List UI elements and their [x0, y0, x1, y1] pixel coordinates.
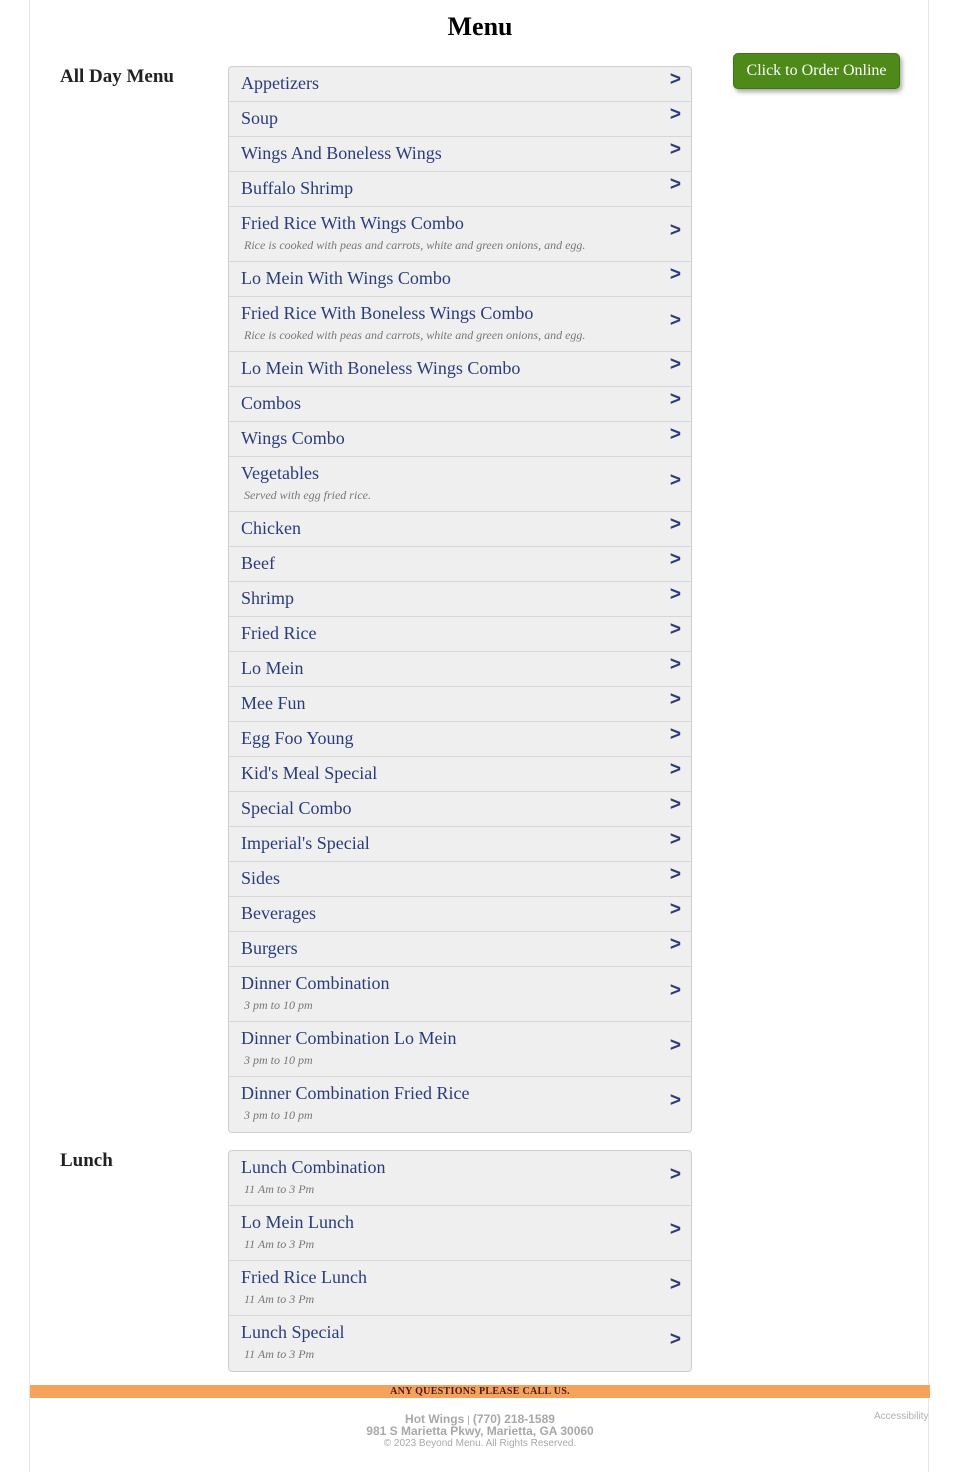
menu-category-item[interactable] [229, 387, 691, 422]
menu-category-name[interactable]: Wings Combo [241, 428, 345, 448]
menu-category-item[interactable] [229, 352, 691, 387]
menu-category-item[interactable] [229, 102, 691, 137]
chevron-right-icon[interactable]: > [669, 1090, 681, 1111]
footer-separator: | [467, 1415, 470, 1426]
menu-category-item[interactable] [229, 1077, 691, 1132]
chevron-right-icon[interactable]: > [669, 1164, 681, 1185]
chevron-right-icon[interactable]: > [669, 724, 681, 745]
menu-category-name[interactable]: Lo Mein Lunch [241, 1212, 354, 1232]
chevron-right-icon[interactable]: > [669, 899, 681, 920]
menu-category-item[interactable] [229, 862, 691, 897]
menu-category-name[interactable]: Chicken [241, 518, 301, 538]
chevron-right-icon[interactable]: > [669, 1219, 681, 1240]
menu-category-name[interactable]: Kid's Meal Special [241, 763, 378, 783]
chevron-right-icon[interactable]: > [669, 264, 681, 285]
menu-category-name[interactable]: Fried Rice With Boneless Wings Combo [241, 303, 534, 323]
menu-category-name[interactable]: Appetizers [241, 73, 319, 93]
chevron-right-icon[interactable]: > [669, 104, 681, 125]
page-title: Menu [447, 12, 513, 41]
chevron-right-icon[interactable]: > [669, 354, 681, 375]
menu-category-name[interactable]: Egg Foo Young [241, 728, 354, 748]
section-label-lunch: Lunch [60, 1150, 113, 1171]
menu-category-item[interactable] [229, 617, 691, 652]
menu-category-item[interactable] [229, 1316, 691, 1371]
all-day-menu-category-list [228, 66, 692, 1133]
menu-category-item[interactable] [229, 757, 691, 792]
chevron-right-icon[interactable]: > [669, 980, 681, 1001]
footer-phone-link[interactable]: (770) 218-1589 [472, 1412, 555, 1426]
menu-category-name[interactable]: Shrimp [241, 588, 295, 608]
accessibility-link[interactable]: Accessibility [874, 1411, 929, 1422]
menu-category-description: 3 pm to 10 pm [244, 998, 313, 1012]
menu-category-item[interactable] [229, 1206, 691, 1261]
chevron-right-icon[interactable]: > [669, 139, 681, 160]
menu-category-item[interactable] [229, 722, 691, 757]
menu-category-item[interactable] [229, 792, 691, 827]
chevron-right-icon[interactable]: > [669, 470, 681, 491]
menu-category-item[interactable] [229, 687, 691, 722]
menu-category-description: 11 Am to 3 Pm [244, 1237, 315, 1251]
menu-category-item[interactable] [229, 547, 691, 582]
menu-category-name[interactable]: Dinner Combination [241, 973, 390, 993]
chevron-right-icon[interactable]: > [669, 514, 681, 535]
menu-category-description: 3 pm to 10 pm [244, 1053, 313, 1067]
menu-category-item[interactable] [229, 932, 691, 967]
menu-category-item[interactable] [229, 897, 691, 932]
chevron-right-icon[interactable]: > [669, 934, 681, 955]
menu-category-name[interactable]: Soup [241, 108, 279, 128]
menu-category-item[interactable] [229, 422, 691, 457]
menu-category-description: Served with egg fried rice. [244, 488, 371, 502]
menu-category-name[interactable]: Fried Rice Lunch [241, 1267, 367, 1287]
chevron-right-icon[interactable]: > [669, 794, 681, 815]
menu-category-item[interactable] [229, 652, 691, 687]
chevron-right-icon[interactable]: > [669, 424, 681, 445]
menu-category-name[interactable]: Lo Mein With Wings Combo [241, 268, 451, 288]
chevron-right-icon[interactable]: > [669, 310, 681, 331]
menu-category-item[interactable] [229, 207, 691, 262]
menu-category-name[interactable]: Beverages [241, 903, 316, 923]
chevron-right-icon[interactable]: > [669, 584, 681, 605]
chevron-right-icon[interactable]: > [669, 174, 681, 195]
menu-category-name[interactable]: Beef [241, 553, 275, 573]
menu-category-name[interactable]: Lo Mein With Boneless Wings Combo [241, 358, 521, 378]
menu-category-item[interactable] [229, 1022, 691, 1077]
menu-category-name[interactable]: Mee Fun [241, 693, 306, 713]
menu-category-name[interactable]: Burgers [241, 938, 298, 958]
menu-category-name[interactable]: Lo Mein [241, 658, 304, 678]
chevron-right-icon[interactable]: > [669, 220, 681, 241]
lunch-category-list [228, 1150, 692, 1372]
chevron-right-icon[interactable]: > [669, 759, 681, 780]
menu-category-item[interactable] [229, 967, 691, 1022]
menu-category-item[interactable] [229, 297, 691, 352]
chevron-right-icon[interactable]: > [669, 1274, 681, 1295]
menu-category-name[interactable]: Dinner Combination Fried Rice [241, 1083, 470, 1103]
menu-category-description: Rice is cooked with peas and carrots, white and green onions, and egg. [244, 328, 586, 342]
footer-call-banner: ANY QUESTIONS PLEASE CALL US. [30, 1385, 930, 1398]
menu-category-item[interactable] [229, 1261, 691, 1316]
menu-category-item[interactable] [229, 582, 691, 617]
menu-category-item[interactable] [229, 172, 691, 207]
menu-category-name[interactable]: Special Combo [241, 798, 352, 818]
menu-category-item[interactable] [229, 457, 691, 512]
menu-category-description: 11 Am to 3 Pm [244, 1182, 315, 1196]
menu-category-name[interactable]: Vegetables [241, 463, 319, 483]
chevron-right-icon[interactable]: > [669, 1035, 681, 1056]
menu-category-name[interactable]: Wings And Boneless Wings [241, 143, 442, 163]
chevron-right-icon[interactable]: > [669, 1329, 681, 1350]
chevron-right-icon[interactable]: > [669, 654, 681, 675]
menu-category-name[interactable]: Imperial's Special [241, 833, 370, 853]
menu-category-name[interactable]: Dinner Combination Lo Mein [241, 1028, 457, 1048]
menu-category-name[interactable]: Combos [241, 393, 302, 413]
chevron-right-icon[interactable]: > [669, 389, 681, 410]
chevron-right-icon[interactable]: > [669, 829, 681, 850]
chevron-right-icon[interactable]: > [669, 689, 681, 710]
menu-category-item[interactable] [229, 512, 691, 547]
menu-category-name[interactable]: Buffalo Shrimp [241, 178, 354, 198]
menu-category-item[interactable] [229, 1151, 691, 1206]
menu-category-name[interactable]: Sides [241, 868, 281, 888]
menu-category-name[interactable]: Fried Rice With Wings Combo [241, 213, 464, 233]
menu-category-description: 3 pm to 10 pm [244, 1108, 313, 1122]
footer-copyright: © 2023 Beyond Menu. All Rights Reserved. [383, 1438, 577, 1449]
footer-address: 981 S Marietta Pkwy, Marietta, GA 30060 [366, 1424, 594, 1438]
menu-category-description: Rice is cooked with peas and carrots, white and green onions, and egg. [244, 238, 586, 252]
chevron-right-icon[interactable]: > [669, 549, 681, 570]
chevron-right-icon[interactable]: > [669, 69, 681, 90]
menu-category-item[interactable] [229, 137, 691, 172]
menu-category-item[interactable] [229, 262, 691, 297]
section-label-all-day-menu: All Day Menu [60, 66, 174, 87]
menu-category-description: 11 Am to 3 Pm [244, 1347, 315, 1361]
chevron-right-icon[interactable]: > [669, 619, 681, 640]
order-online-button[interactable]: Click to Order Online [733, 53, 900, 89]
menu-category-item[interactable] [229, 67, 691, 102]
menu-category-name[interactable]: Lunch Special [241, 1322, 345, 1342]
menu-category-name[interactable]: Lunch Combination [241, 1157, 386, 1177]
menu-category-item[interactable] [229, 827, 691, 862]
chevron-right-icon[interactable]: > [669, 864, 681, 885]
menu-category-description: 11 Am to 3 Pm [244, 1292, 315, 1306]
footer-restaurant-name: Hot Wings [405, 1412, 465, 1426]
menu-category-name[interactable]: Fried Rice [241, 623, 317, 643]
